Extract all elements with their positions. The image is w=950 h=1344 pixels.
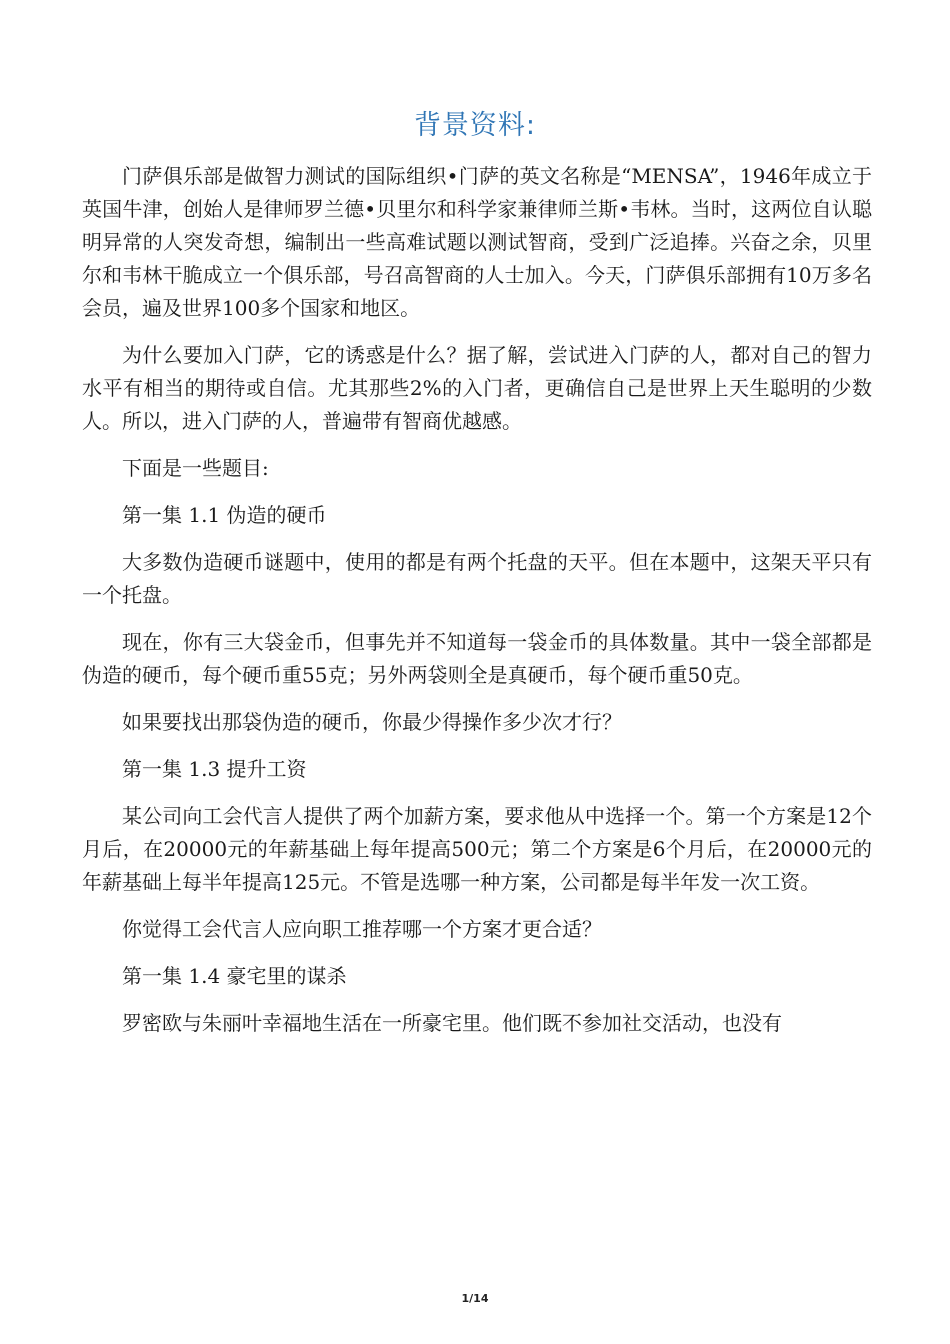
page-title: 背景资料:: [413, 110, 537, 141]
paragraph-salary-1: 某公司向工会代言人提供了两个加薪方案，要求他从中选择一个。第一个方案是12个月后，在20000元的年薪基础上每年提高500元；第二个方案是6个月后，在20000元的年薪基础上每半年提高125元。不管是选哪一种方案，公司都是每半年发一次工资。: [82, 804, 872, 894]
section-heading-salary: 第一集 1.3 提升工资: [122, 757, 307, 781]
paragraph-why-join: 为什么要加入门萨，它的诱惑是什么？据了解，尝试进入门萨的人，都对自己的智力水平有相当的期待或自信。尤其那些2%的入门者，更确信自己是世界上天生聪明的少数人。所以，进入门萨的人，普遍带有智商优越感。: [82, 343, 872, 433]
paragraph-questions-intro: 下面是一些题目:: [122, 456, 269, 480]
paragraph-murder-1: 罗密欧与朱丽叶幸福地生活在一所豪宅里。他们既不参加社交活动，也没有: [122, 1011, 782, 1035]
section-heading-fake-coins: 第一集 1.1 伪造的硬币: [122, 503, 327, 527]
paragraph-fake-coins-question: 如果要找出那袋伪造的硬币，你最少得操作多少次才行？: [122, 710, 622, 734]
section-heading-murder: 第一集 1.4 豪宅里的谋杀: [122, 964, 347, 988]
page-number: 1/14: [461, 1292, 489, 1305]
paragraph-fake-coins-1: 大多数伪造硬币谜题中，使用的都是有两个托盘的天平。但在本题中，这架天平只有一个托盘。: [82, 550, 872, 607]
paragraph-fake-coins-2: 现在，你有三大袋金币，但事先并不知道每一袋金币的具体数量。其中一袋全部都是伪造的硬币，每个硬币重55克；另外两袋则全是真硬币，每个硬币重50克。: [82, 630, 872, 687]
paragraph-mensa-intro: 门萨俱乐部是做智力测试的国际组织•门萨的英文名称是“MENSA”，1946年成立于英国牛津，创始人是律师罗兰德•贝里尔和科学家兼律师兰斯•韦林。当时，这两位自认聪明异常的人突发奇想，编制出一些高难试题以测试智商，受到广泛追捧。兴奋之余，贝里尔和韦林干脆成立一个俱乐部，号召高智商的人士加入。今天，门萨俱乐部拥有10万多名会员，遍及世界100多个国家和地区。: [82, 164, 872, 320]
document-body: [82, 160, 872, 1054]
paragraph-salary-question: 你觉得工会代言人应向职工推荐哪一个方案才更合适？: [122, 917, 602, 941]
